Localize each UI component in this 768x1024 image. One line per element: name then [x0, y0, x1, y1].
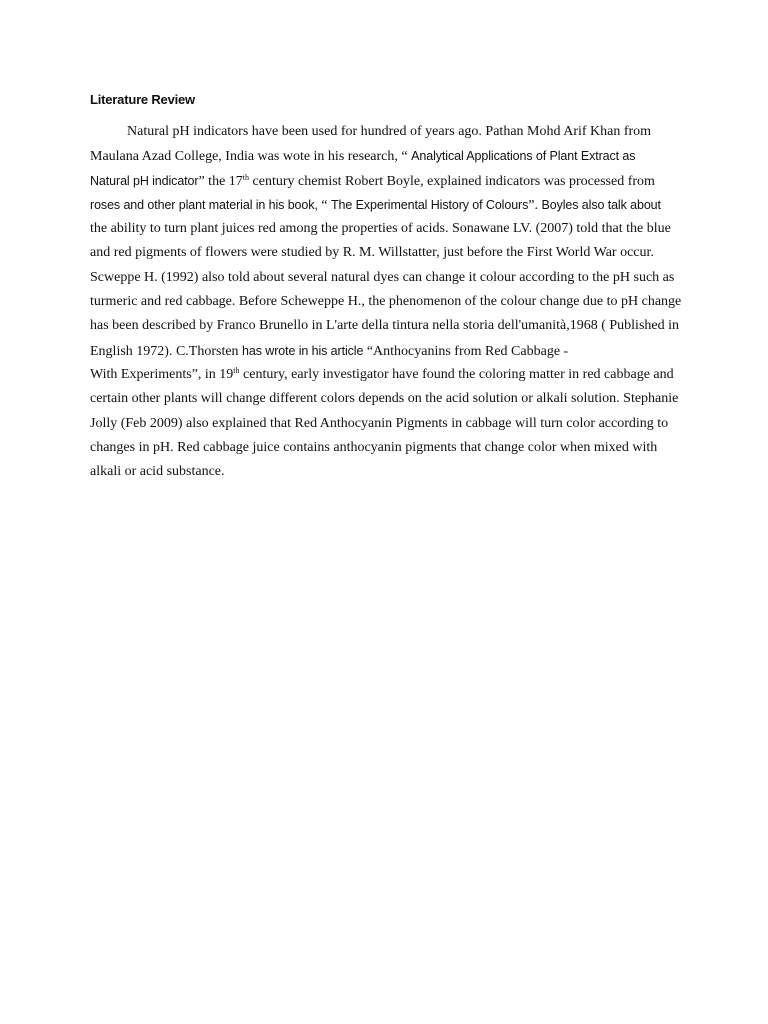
line-text: century, early investigator have found the coloring matter in red cabbage and [239, 366, 674, 382]
superscript: th [242, 172, 250, 182]
line-text: ”. [528, 197, 542, 213]
paragraph-line [90, 387, 690, 411]
line-text: roses and other plant material in his book, [90, 197, 318, 212]
line-text: changes in pH. Red cabbage juice contains anthocyanin pigments that change color when mixed with [90, 439, 658, 455]
line-text: Maulana Azad College, India was wote in his research, “ [90, 149, 412, 165]
paragraph-line [90, 217, 690, 241]
paragraph-line [90, 412, 690, 436]
paragraph-line [90, 290, 690, 314]
line-text: “Anthocyanins from Red Cabbage - [363, 343, 569, 359]
line-text: century chemist Robert Boyle, explained indicators was processed from [249, 173, 655, 189]
paragraph-line [90, 120, 690, 144]
line-text: Natural pH indicator [90, 173, 199, 188]
paragraph-line [90, 193, 690, 217]
line-text: Jolly (Feb 2009) also explained that Red Anthocyanin Pigments in cabbage will turn color according to [90, 415, 669, 431]
paragraph-line [90, 144, 690, 168]
paragraph-line [90, 363, 690, 387]
paragraph-line [90, 169, 690, 193]
line-text: Natural pH indicators have been used for hundred of years ago. Pathan Mohd Arif Khan from [127, 124, 652, 139]
line-text: “ [317, 197, 331, 213]
paragraph-line [90, 266, 690, 290]
paragraph-line [90, 460, 690, 484]
line-text: turmeric and red cabbage. Before Scheweppe H., the phenomenon of the colour change due to pH change [90, 294, 682, 310]
superscript: th [233, 365, 240, 375]
line-text: the ability to turn plant juices red among the properties of acids. Sonawane LV. (2007) told that the blue [90, 221, 671, 237]
paragraph-line [90, 314, 690, 338]
line-text: Analytical Applications of Plant Extract as [411, 149, 636, 164]
line-text: certain other plants will change different colors depends on the acid solution or alkali solution. Stephanie [90, 391, 679, 407]
body-paragraph [90, 120, 690, 484]
paragraph-line [90, 339, 690, 363]
line-text: and red pigments of flowers were studied by R. M. Willstatter, just before the First World War occur. [90, 245, 654, 261]
line-text: ” the 17 [198, 173, 243, 189]
line-text: With Experiments”, in 19 [90, 366, 234, 382]
line-text: The Experimental History of Colours [331, 197, 529, 212]
paragraph-line [90, 241, 690, 265]
line-text: has wrote in his article [242, 343, 364, 358]
line-text: Scweppe H. (1992) also told about several natural dyes can change it colour according to the pH such as [90, 269, 675, 285]
line-text: English 1972). C.Thorsten [90, 343, 243, 359]
line-text: has been described by Franco Brunello in L'arte della tintura nella storia dell'umanità,1968 ( Published in [90, 318, 679, 334]
paragraph-line [90, 436, 690, 460]
section-heading: Literature Review [90, 92, 195, 107]
line-text: alkali or acid substance. [90, 464, 225, 480]
line-text: Boyles also talk about [541, 197, 661, 212]
